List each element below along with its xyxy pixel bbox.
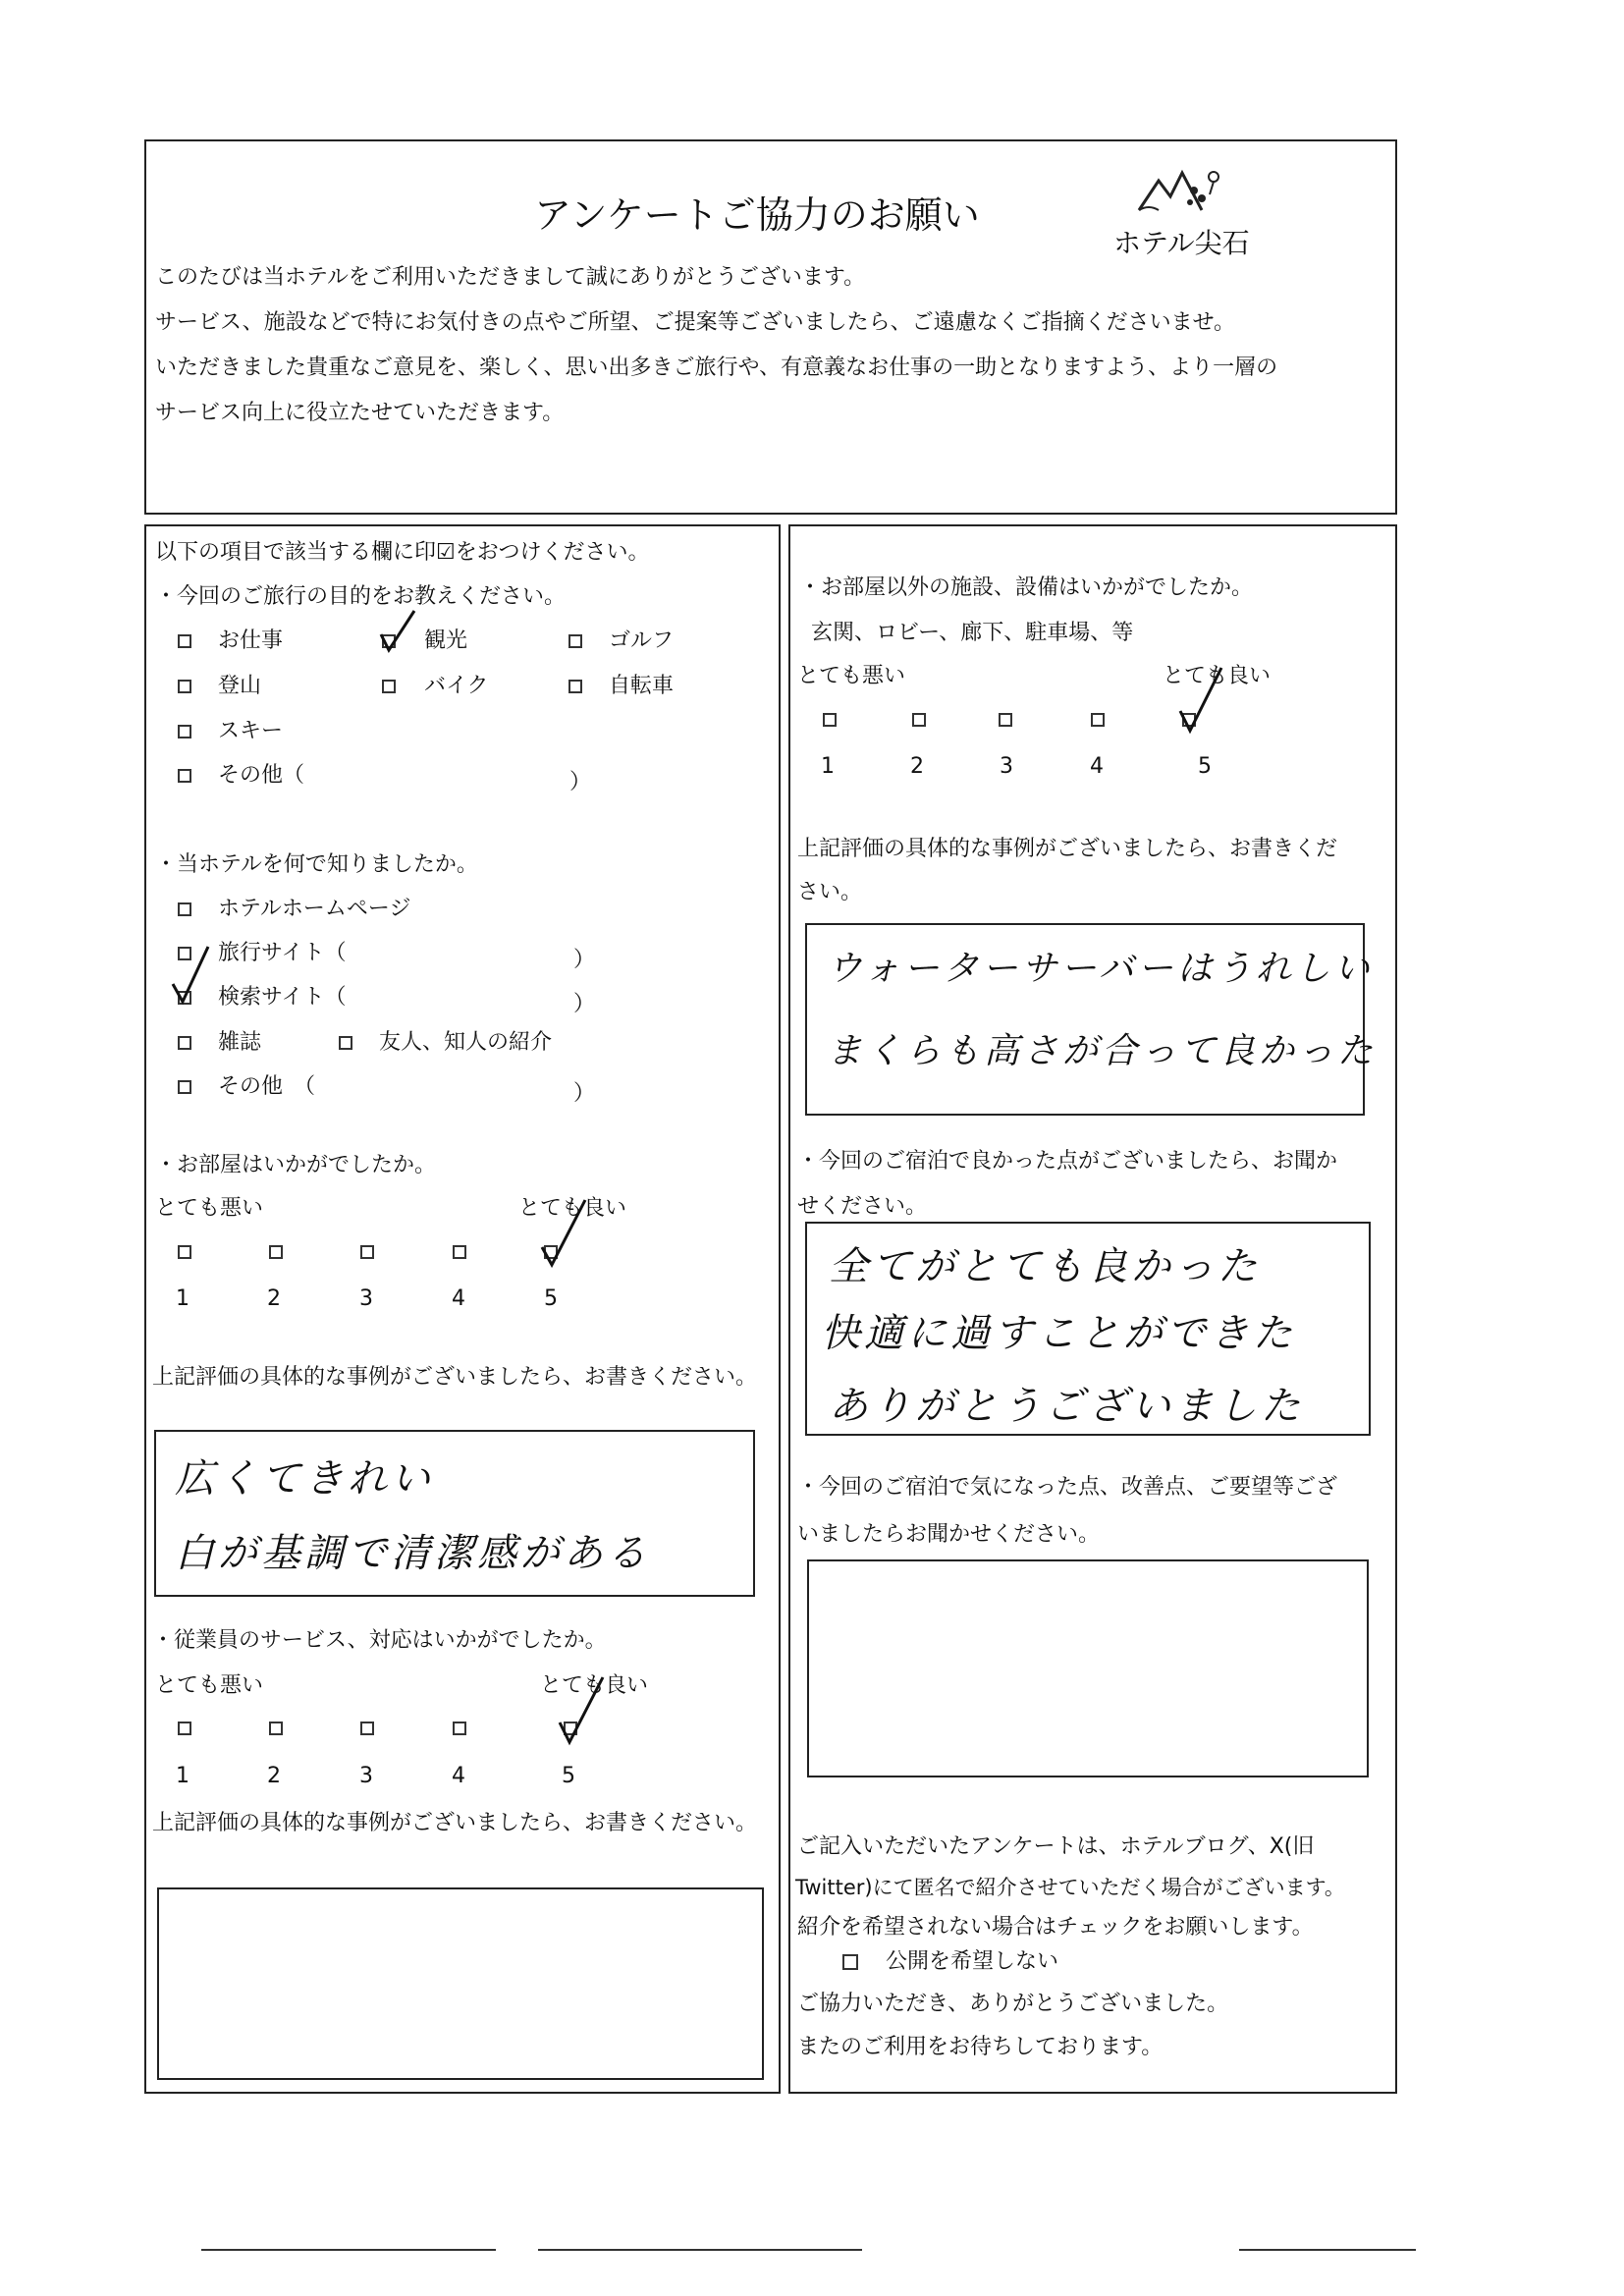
purpose-label-sightseeing: 観光	[424, 629, 468, 653]
room-scale-num: 2	[267, 1286, 281, 1311]
optout-checkbox[interactable]	[842, 1954, 858, 1970]
purpose-label-golf: ゴルフ	[609, 629, 675, 653]
source-label-friend: 友人、知人の紹介	[379, 1030, 553, 1055]
purpose-checkbox-work[interactable]	[178, 634, 191, 648]
hotel-logo-name: ホテル尖石	[1113, 227, 1250, 259]
source-label-magazine: 雑誌	[218, 1030, 262, 1055]
room-scale-high: とても良い	[518, 1196, 627, 1221]
check-mark-icon	[1176, 664, 1231, 738]
staff-scale-num: 3	[359, 1764, 373, 1788]
facility-scale-high: とても良い	[1163, 664, 1272, 688]
staff-scale-num: 5	[562, 1764, 575, 1788]
closing-line-4: ご協力いただき、ありがとうございました。	[797, 1992, 1229, 2016]
purpose-label-bike: バイク	[424, 674, 489, 698]
intro-line-1: このたびは当ホテルをご利用いただきまして誠にありがとうございます。	[155, 265, 866, 290]
purpose-checkbox-bicycle[interactable]	[568, 680, 582, 693]
facility-comment-prompt-1: 上記評価の具体的な事例がございましたら、お書きくだ	[797, 837, 1338, 861]
staff-rating-2[interactable]	[269, 1722, 283, 1735]
closing-line-3: 紹介を希望されない場合はチェックをお願いします。	[797, 1915, 1314, 1940]
instruction-text: 以下の項目で該当する欄に印☑をおつけください。	[155, 540, 650, 565]
optout-label: 公開を希望しない	[886, 1949, 1059, 1974]
purpose-label-climbing: 登山	[218, 674, 262, 698]
room-question: ・お部屋はいかがでしたか。	[155, 1153, 437, 1177]
closing-line-2: Twitter)にて匿名で紹介させていただく場合がございます。	[795, 1876, 1345, 1899]
purpose-label-ski: スキー	[218, 719, 284, 743]
room-scale-num: 5	[544, 1286, 558, 1311]
hotel-logo	[1100, 149, 1257, 267]
staff-question: ・従業員のサービス、対応はいかがでしたか。	[152, 1628, 607, 1653]
facility-scale-num: 1	[821, 754, 835, 779]
divider	[1239, 2249, 1416, 2251]
source-checkbox-friend[interactable]	[339, 1036, 352, 1050]
facility-comment-prompt-2: さい。	[797, 880, 863, 904]
facility-scale-num: 2	[910, 754, 924, 779]
improve-comment-box[interactable]	[807, 1559, 1369, 1777]
good-comment-line-2: 快適に過すことができた	[821, 1311, 1296, 1356]
purpose-label-other: その他（	[218, 763, 305, 788]
source-travel-close: ）	[573, 948, 596, 972]
room-scale-num: 1	[176, 1286, 189, 1311]
facility-examples: 玄関、ロビー、廊下、駐車場、等	[811, 621, 1134, 645]
room-scale-num: 3	[359, 1286, 373, 1311]
source-checkbox-homepage[interactable]	[178, 902, 191, 916]
improve-prompt-1: ・今回のご宿泊で気になった点、改善点、ご要望等ござ	[797, 1475, 1338, 1500]
closing-line-5: またのご利用をお待ちしております。	[797, 2035, 1164, 2059]
facility-rating-2[interactable]	[912, 713, 926, 727]
purpose-checkbox-bike[interactable]	[382, 680, 396, 693]
purpose-question: ・今回のご旅行の目的をお教えください。	[155, 584, 567, 609]
source-label-travel-site: 旅行サイト（	[218, 941, 347, 965]
good-prompt-1: ・今回のご宿泊で良かった点がございましたら、お聞か	[797, 1149, 1338, 1174]
room-comment-prompt: 上記評価の具体的な事例がございましたら、お書きください。	[152, 1365, 758, 1390]
staff-scale-high: とても良い	[540, 1673, 649, 1698]
purpose-checkbox-climbing[interactable]	[178, 680, 191, 693]
good-comment-line-3: ありがとうございました	[829, 1384, 1304, 1429]
improve-prompt-2: いましたらお聞かせください。	[797, 1522, 1101, 1547]
source-question: ・当ホテルを何で知りましたか。	[155, 852, 478, 877]
room-rating-2[interactable]	[269, 1245, 283, 1259]
purpose-label-bicycle: 自転車	[609, 674, 675, 698]
room-scale-num: 4	[452, 1286, 465, 1311]
source-checkbox-other[interactable]	[178, 1080, 191, 1094]
source-label-other: その他 （	[218, 1074, 316, 1099]
staff-rating-3[interactable]	[360, 1722, 374, 1735]
staff-rating-1[interactable]	[178, 1722, 191, 1735]
room-rating-4[interactable]	[453, 1245, 466, 1259]
staff-comment-prompt: 上記評価の具体的な事例がございましたら、お書きください。	[152, 1811, 758, 1835]
source-other-close: ）	[573, 1081, 596, 1106]
intro-line-2: サービス、施設などで特にお気付きの点やご所望、ご提案等ございましたら、ご遠慮なくご指摘くださいませ。	[155, 310, 1236, 335]
source-checkbox-magazine[interactable]	[178, 1036, 191, 1050]
staff-scale-num: 2	[267, 1764, 281, 1788]
facility-rating-3[interactable]	[999, 713, 1012, 727]
room-scale-low: とても悪い	[155, 1196, 264, 1221]
facility-rating-4[interactable]	[1091, 713, 1105, 727]
intro-line-3: いただきました貴重なご意見を、楽しく、思い出多きご旅行や、有意義なお仕事の一助となりますよう、より一層の	[155, 355, 1278, 380]
purpose-checkbox-golf[interactable]	[568, 634, 582, 648]
staff-comment-box[interactable]	[157, 1887, 764, 2080]
purpose-label-work: お仕事	[218, 629, 284, 653]
good-prompt-2: せください。	[797, 1194, 928, 1219]
check-mark-icon	[556, 1673, 611, 1748]
staff-scale-low: とても悪い	[155, 1673, 264, 1698]
check-mark-icon	[375, 607, 420, 656]
room-comment-line-2: 白が基調で清潔感がある	[175, 1531, 650, 1576]
staff-rating-4[interactable]	[453, 1722, 466, 1735]
room-rating-1[interactable]	[178, 1245, 191, 1259]
source-label-search-site: 検索サイト（	[218, 985, 347, 1010]
staff-scale-num: 4	[452, 1764, 465, 1788]
divider	[538, 2249, 862, 2251]
facility-scale-num: 4	[1090, 754, 1104, 779]
purpose-checkbox-other[interactable]	[178, 769, 191, 783]
purpose-checkbox-ski[interactable]	[178, 725, 191, 738]
facility-comment-line-1: ウォーターサーバーはうれしい	[827, 949, 1374, 989]
facility-scale-num: 3	[1000, 754, 1013, 779]
good-comment-line-1: 全てがとても良かった	[829, 1244, 1261, 1289]
room-comment-line-1: 広くてきれい	[175, 1456, 434, 1502]
closing-line-1: ご記入いただいたアンケートは、ホテルブログ、X(旧	[797, 1834, 1315, 1859]
facility-scale-num: 5	[1198, 754, 1212, 779]
facility-question: ・お部屋以外の施設、設備はいかがでしたか。	[799, 575, 1254, 600]
check-mark-icon	[538, 1196, 593, 1271]
source-search-close: ）	[573, 992, 596, 1016]
facility-rating-1[interactable]	[823, 713, 837, 727]
survey-title: アンケートご協力のお願い	[534, 193, 980, 237]
facility-comment-line-2: まくらも高さが合って良かった	[827, 1031, 1378, 1071]
source-label-homepage: ホテルホームページ	[218, 897, 411, 921]
divider	[201, 2249, 496, 2251]
staff-scale-num: 1	[176, 1764, 189, 1788]
check-mark-icon	[169, 943, 214, 1008]
purpose-other-close: ）	[569, 770, 592, 794]
room-rating-3[interactable]	[360, 1245, 374, 1259]
intro-line-4: サービス向上に役立たせていただきます。	[155, 401, 565, 425]
facility-scale-low: とても悪い	[797, 664, 906, 688]
